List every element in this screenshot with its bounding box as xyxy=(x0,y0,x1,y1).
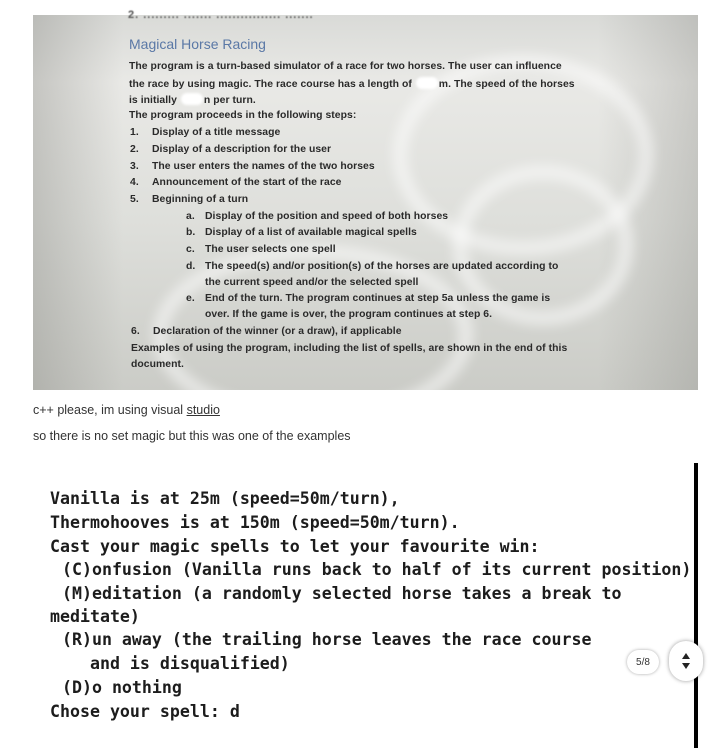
up-down-arrows-icon[interactable] xyxy=(669,641,703,681)
page-indicator: 5/8 xyxy=(627,650,659,674)
intro-line-1: The program is a turn-based simulator of a race for two horses. The user can influence xyxy=(129,61,562,72)
intro-line-2: the race by using magic. The race course has a length of m. The speed of the horses xyxy=(129,79,575,90)
substep-item: a. Display of the position and speed of both horses xyxy=(186,211,449,222)
console-line: (R)un away (the trailing horse leaves the race course xyxy=(52,630,592,649)
console-line: Chose your spell: d xyxy=(50,702,240,721)
document-title: Magical Horse Racing xyxy=(129,36,266,52)
cut-off-heading: 2. ......... ....... ................ ....... xyxy=(128,9,314,21)
step-item: 6. Declaration of the winner (or a draw), if applicable xyxy=(131,326,402,337)
substep-item: e. End of the turn. The program continues at step 5a unless the game is xyxy=(186,293,551,304)
console-line: meditate) xyxy=(50,607,140,626)
assignment-photo xyxy=(33,9,698,390)
step-item: 4. Announcement of the start of the race xyxy=(130,177,342,188)
outro-line-2: document. xyxy=(131,359,184,370)
step-item: 5. Beginning of a turn xyxy=(130,194,249,205)
console-line: (D)o nothing xyxy=(52,678,182,697)
console-output xyxy=(33,463,698,748)
substep-item: d. The speed(s) and/or position(s) of the horses are updated according to xyxy=(186,261,559,272)
console-line: (C)onfusion (Vanilla runs back to half of its current position) xyxy=(52,560,692,579)
substep-item: over. If the game is over, the program continues at step 6. xyxy=(205,309,493,320)
console-line: Vanilla is at 25m (speed=50m/turn), xyxy=(50,489,400,508)
console-line: (M)editation (a randomly selected horse takes a break to xyxy=(52,584,622,603)
substep-item: b. Display of a list of available magical spells xyxy=(186,227,417,238)
redacted-blob xyxy=(181,93,203,105)
substep-item: the current speed and/or the selected spell xyxy=(205,277,419,288)
substep-item: c. The user selects one spell xyxy=(186,244,336,255)
up-down-arrows-icon xyxy=(681,652,691,670)
caption-line-1: c++ please, im using visual studio xyxy=(33,403,220,417)
console-line: Thermohooves is at 150m (speed=50m/turn). xyxy=(50,513,460,532)
studio-link[interactable]: studio xyxy=(186,403,220,417)
step-item: 2. Display of a description for the user xyxy=(130,144,332,155)
caption-line-2: so there is no set magic but this was one of the examples xyxy=(33,429,351,443)
console-border xyxy=(694,463,698,748)
console-line: and is disqualified) xyxy=(60,654,290,673)
step-item: 3. The user enters the names of the two horses xyxy=(130,161,375,172)
step-item: 1. Display of a title message xyxy=(130,127,281,138)
intro-line-3: is initially n per turn. xyxy=(129,95,256,106)
outro-line-1: Examples of using the program, including the list of spells, are shown in the end of this xyxy=(131,343,568,354)
redacted-blob xyxy=(416,77,438,89)
console-line: Cast your magic spells to let your favourite win: xyxy=(50,537,540,556)
intro-line-4: The program proceeds in the following steps: xyxy=(129,110,357,121)
